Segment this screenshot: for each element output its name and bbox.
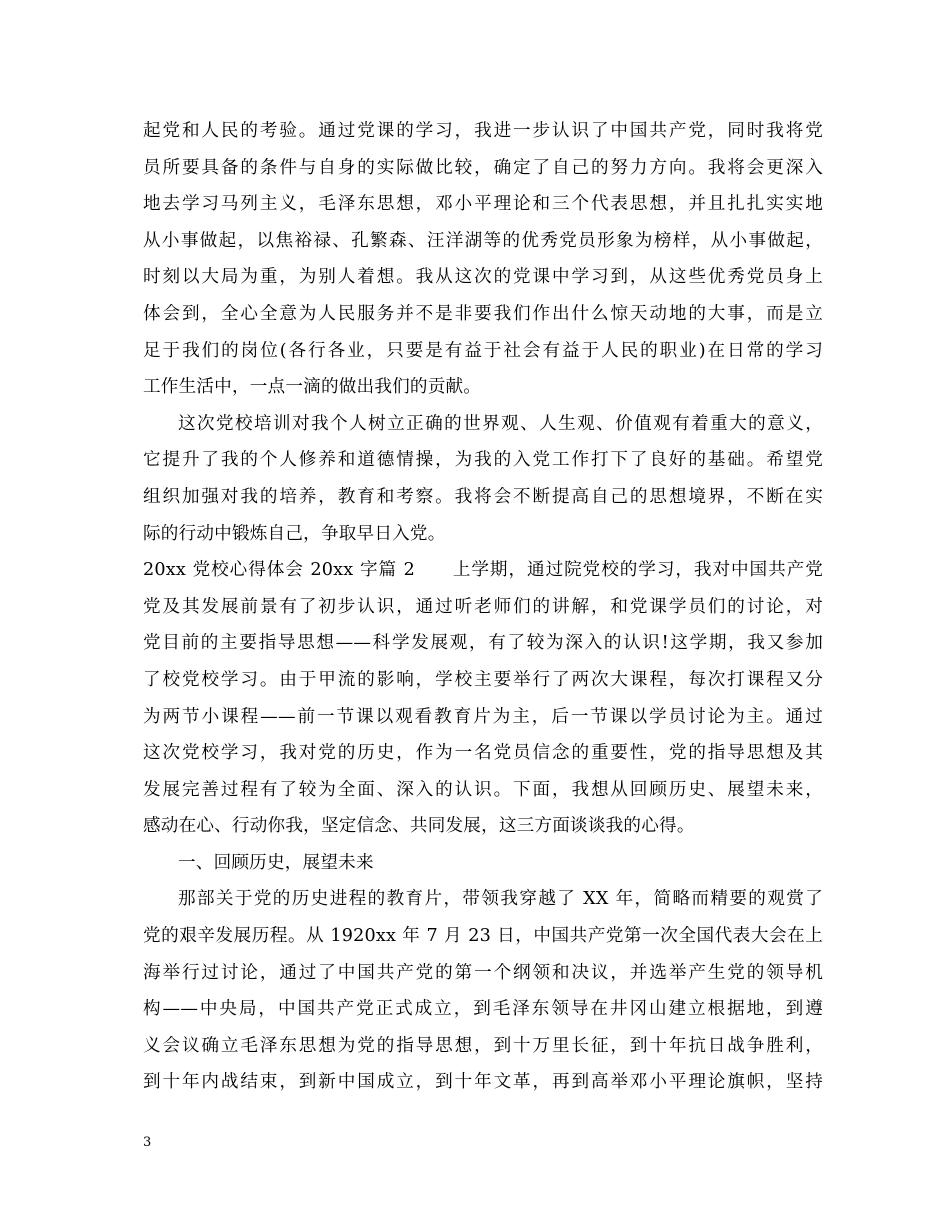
- text-line: 义会议确立毛泽东思想为党的指导思想，到十万里长征，到十年抗日战争胜利，: [143, 1035, 823, 1056]
- text-line: 起党和人民的考验。通过党课的学习，我进一步认识了中国共产党，同时我将党: [143, 121, 823, 141]
- text-line: 体会到，全心全意为人民服务并不是非要我们作出什么惊天动地的大事，而是立: [143, 303, 823, 324]
- text-line: 到十年内战结束，到新中国成立，到十年文革，再到高举邓小平理论旗帜，坚持: [143, 1072, 823, 1093]
- text-line: 这次党校培训对我个人树立正确的世界观、人生观、价值观有着重大的意义，: [178, 413, 823, 434]
- text-line: 党目前的主要指导思想——科学发展观，有了较为深入的认识!这学期，我又参加: [143, 633, 823, 654]
- section-heading-line: 20xx 党校心得体会 20xx 字篇 2 上学期，通过院党校的学习，我对中国共产党: [143, 560, 823, 581]
- text-line: 员所要具备的条件与自身的实际做比较，确定了自己的努力方向。我将会更深入: [143, 157, 823, 178]
- text-line: 组织加强对我的培养，教育和考察。我将会不断提高自己的思想境界，不断在实: [143, 486, 823, 507]
- text-line: 党及其发展前景有了初步认识，通过听老师们的讲解，和党课学员们的讨论，对: [143, 596, 823, 617]
- text-line: 时刻以大局为重，为别人着想。我从这次的党课中学习到，从这些优秀党员身上: [143, 267, 823, 288]
- text-line: 构——中央局，中国共产党正式成立，到毛泽东领导在井冈山建立根据地，到遵: [143, 999, 823, 1020]
- text-line: 地去学习马列主义，毛泽东思想，邓小平理论和三个代表思想，并且扎扎实实地: [143, 194, 823, 215]
- body-text: [143, 113, 823, 1101]
- text-line: 从小事做起，以焦裕禄、孔繁森、汪洋湖等的优秀党员形象为榜样，从小事做起，: [143, 230, 823, 251]
- text-line: 党的艰辛发展历程。从 1920xx 年 7 月 23 日，中国共产党第一次全国代表大会在上: [143, 926, 823, 947]
- text-line: 际的行动中锻炼自己，争取早日入党。: [143, 523, 446, 544]
- text-line: 了校党校学习。由于甲流的影响，学校主要举行了两次大课程，每次打课程又分: [143, 669, 823, 690]
- text-line: 这次党校学习，我对党的历史，作为一名党员信念的重要性，党的指导思想及其: [143, 743, 823, 764]
- text-line: 它提升了我的个人修养和道德情操，为我的入党工作打下了良好的基础。希望党: [143, 450, 823, 471]
- text-line: 感动在心、行动你我，坚定信念、共同发展，这三方面谈谈我的心得。: [143, 816, 695, 837]
- text-line: 海举行过讨论，通过了中国共产党的第一个纲领和决议，并选举产生党的领导机: [143, 962, 823, 983]
- text-line: 足于我们的岗位(各行各业，只要是有益于社会有益于人民的职业)在日常的学习: [143, 340, 823, 361]
- text-line: 发展完善过程有了较为全面、深入的认识。下面，我想从回顾历史、展望未来，: [143, 779, 823, 800]
- text-line: 工作生活中，一点一滴的做出我们的贡献。: [143, 377, 482, 398]
- text-line: 为两节小课程——前一节课以观看教育片为主，后一节课以学员讨论为主。通过: [143, 706, 823, 727]
- page-number: 3: [143, 1135, 152, 1150]
- text-line: 那部关于党的历史进程的教育片，带领我穿越了 XX 年，简略而精要的观赏了: [178, 889, 823, 910]
- subsection-heading: 一、回顾历史，展望未来: [178, 852, 374, 873]
